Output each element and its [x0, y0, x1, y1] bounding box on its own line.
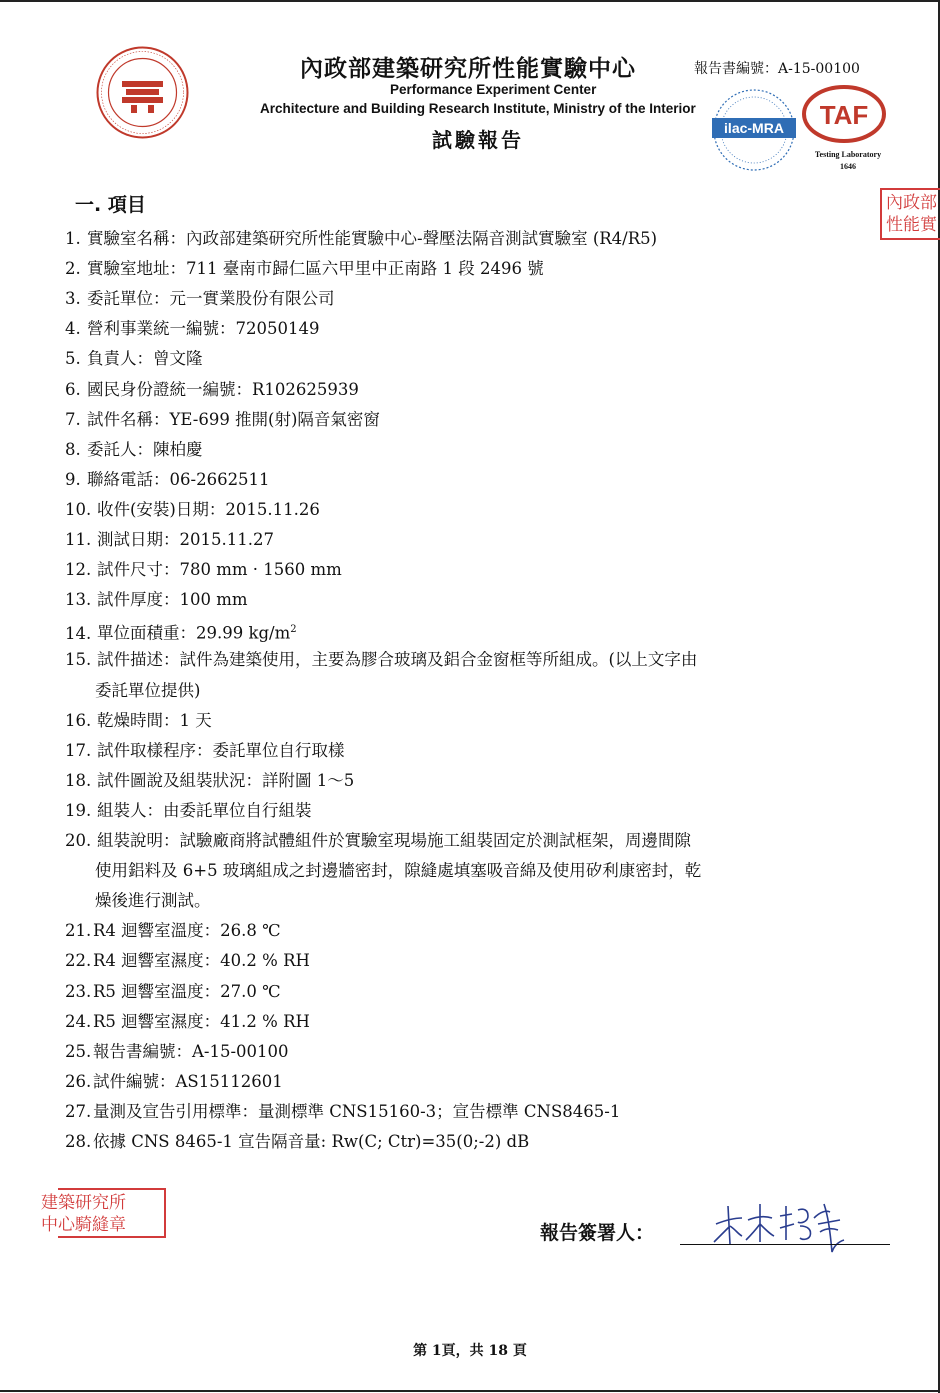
list-item — [65, 615, 297, 649]
list-item — [65, 645, 697, 675]
handwritten-signature — [708, 1196, 858, 1256]
list-item — [65, 706, 212, 736]
list-item — [65, 344, 203, 374]
scan-border-bottom — [0, 1390, 940, 1392]
item-text: 試件圖說及組裝狀況：詳附圖 1～5 — [97, 770, 355, 790]
seam-stamp-left — [41, 1188, 166, 1238]
item-number: 16. — [65, 710, 92, 730]
list-item — [65, 375, 359, 405]
item-number: 8. — [65, 439, 81, 459]
section-heading: 一. 項目 — [75, 194, 146, 216]
item-number: 1. — [65, 229, 81, 248]
item-text: 負責人：曾文隆 — [87, 349, 203, 369]
org-name-zh: 內政部建築研究所性能實驗中心 — [300, 56, 636, 82]
list-item — [65, 946, 310, 976]
item-text: 委託單位：元一實業股份有限公司 — [87, 289, 335, 309]
institute-seal-logo — [95, 45, 190, 140]
item-text: 試件名稱：YE-699 推開(射)隔音氣密窗 — [87, 409, 380, 429]
item-text: 試件尺寸：780 mm · 1560 mm — [97, 560, 342, 580]
item-number: 25. — [65, 1041, 92, 1061]
signer-label: 報告簽署人： — [540, 1222, 655, 1244]
item-continuation: 燥後進行測試。 — [95, 891, 211, 911]
item-number: 2. — [65, 259, 81, 279]
item-number: 13. — [65, 590, 92, 610]
item-number: 3. — [65, 289, 81, 309]
item-text: 聯絡電話：06-2662511 — [87, 469, 270, 489]
item-superscript: 2 — [290, 624, 297, 636]
item-text: 委託人：陳柏慶 — [87, 439, 203, 459]
item-text: 試件編號：AS15112601 — [93, 1071, 283, 1091]
item-number: 4. — [65, 319, 81, 339]
list-item — [65, 1097, 620, 1127]
item-text: 試件描述：試件為建築使用，主要為膠合玻璃及鋁合金窗框等所組成。(以上文字由 — [97, 650, 698, 670]
list-item — [65, 495, 320, 525]
item-continuation: 使用鋁料及 6+5 玻璃組成之封邊牆密封，隙縫處填塞吸音綿及使用矽利康密封，乾 — [95, 861, 702, 881]
stamp-line: 中心騎縫章 — [41, 1215, 126, 1235]
item-number: 17. — [65, 740, 92, 760]
item-text: 實驗室名稱：內政部建築研究所性能實驗中心-聲壓法隔音測試實驗室 (R4/R5) — [87, 229, 658, 248]
list-item — [65, 1007, 310, 1037]
item-number: 26. — [65, 1071, 92, 1091]
item-text: R5 迴響室溫度：27.0 ℃ — [93, 981, 281, 1001]
item-number: 18. — [65, 770, 92, 790]
item-number: 23. — [65, 981, 92, 1001]
item-number: 28. — [65, 1132, 92, 1151]
report-title: 試驗報告 — [432, 128, 524, 152]
item-text: 乾燥時間：1 天 — [97, 710, 212, 730]
item-text: 組裝人：由委託單位自行組裝 — [97, 800, 312, 820]
list-item — [65, 465, 270, 495]
taf-lab-number: 1646 — [840, 162, 856, 171]
svg-text:ilac-MRA: ilac-MRA — [724, 120, 784, 136]
item-text: 試件厚度：100 mm — [97, 590, 248, 610]
list-item — [65, 525, 274, 555]
item-number: 21. — [65, 921, 92, 941]
svg-text:TAF: TAF — [819, 100, 869, 130]
item-number: 14. — [65, 623, 92, 643]
item-number: 5. — [65, 349, 81, 369]
org-name-en-line1: Performance Experiment Center — [390, 82, 597, 97]
item-text: 組裝說明：試驗廠商將試體組件於實驗室現場施工組裝固定於測試框架，周邊間隙 — [97, 831, 691, 850]
list-item — [65, 555, 342, 585]
item-number: 9. — [65, 469, 81, 489]
list-item — [65, 405, 380, 435]
list-item — [65, 826, 691, 856]
item-text: R4 迴響室濕度：40.2 % RH — [93, 951, 310, 971]
taf-caption: Testing Laboratory — [814, 150, 882, 159]
taf-logo — [800, 84, 888, 174]
stamp-line: 建築研究所 — [41, 1193, 126, 1213]
stamp-line: 內政部 — [886, 193, 937, 213]
ilac-mra-logo — [706, 82, 802, 178]
list-item — [65, 916, 281, 946]
item-text: 營利事業統一編號：72050149 — [87, 319, 320, 339]
item-text: 量測及宣告引用標準：量測標準 CNS15160-3；宣告標準 CNS8465-1 — [93, 1101, 621, 1121]
list-item — [65, 254, 544, 284]
page-number-footer: 第 1頁，共 18 頁 — [413, 1343, 527, 1359]
item-text: 依據 CNS 8465-1 宣告隔音量: Rw(C; Ctr)=35(0;-2) dB — [93, 1132, 530, 1151]
item-number: 10. — [65, 499, 92, 519]
item-continuation: 委託單位提供) — [95, 680, 201, 700]
org-name-en-line2: Architecture and Building Research Institute, Ministry of the Interior — [260, 101, 696, 116]
list-item — [65, 585, 248, 615]
item-number: 19. — [65, 800, 92, 820]
stamp-line: 性能實 — [886, 215, 937, 235]
item-number: 12. — [65, 560, 92, 580]
list-item — [65, 284, 335, 314]
list-item — [65, 766, 354, 796]
item-number: 22. — [65, 951, 92, 971]
list-item — [65, 314, 319, 344]
list-item — [65, 736, 345, 766]
list-item — [65, 224, 657, 254]
item-number: 15. — [65, 650, 92, 670]
item-text: R5 迴響室濕度：41.2 % RH — [93, 1011, 310, 1031]
item-text: 國民身份證統一編號：R102625939 — [87, 379, 359, 399]
item-text: 實驗室地址：711 臺南市歸仁區六甲里中正南路 1 段 2496 號 — [87, 259, 544, 279]
item-text: 收件(安裝)日期：2015.11.26 — [97, 499, 320, 519]
list-item — [65, 796, 312, 826]
item-text: R4 迴響室溫度：26.8 ℃ — [93, 921, 281, 941]
item-number: 7. — [65, 409, 81, 429]
report-number-header: 報告書編號：A-15-00100 — [694, 61, 860, 77]
item-text: 單位面積重：29.99 kg/m — [97, 623, 291, 643]
item-number: 24. — [65, 1011, 92, 1031]
list-item — [65, 977, 281, 1007]
signature-line — [680, 1244, 890, 1245]
item-number: 20. — [65, 831, 92, 850]
item-text: 報告書編號：A-15-00100 — [93, 1041, 289, 1061]
item-number: 11. — [65, 530, 92, 549]
list-item — [65, 1067, 283, 1097]
scan-border-top — [0, 0, 940, 2]
list-item — [65, 1127, 529, 1157]
item-text: 測試日期：2015.11.27 — [97, 530, 274, 549]
red-stamp-right-edge — [880, 188, 940, 240]
list-item — [65, 1037, 289, 1067]
item-number: 27. — [65, 1101, 92, 1121]
item-text: 試件取樣程序：委託單位自行取樣 — [97, 740, 345, 760]
item-number: 6. — [65, 379, 81, 399]
list-item — [65, 435, 203, 465]
